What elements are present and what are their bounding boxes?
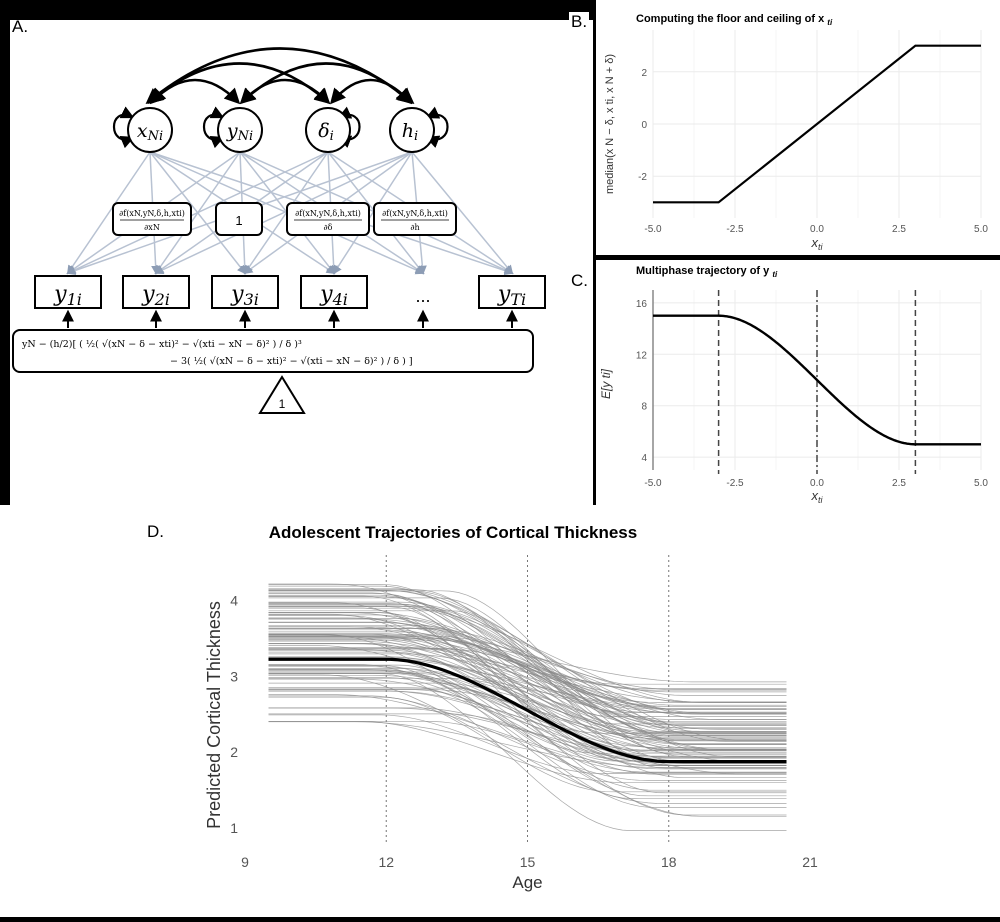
y-tick-label: 0 <box>641 120 647 131</box>
y-tick-label: 12 <box>635 350 647 362</box>
svg-text:xNi: xNi <box>136 120 164 144</box>
x-tick-label: 21 <box>802 854 818 870</box>
y-tick-labels <box>636 299 648 464</box>
observed-label-sub: Ti <box>510 290 527 309</box>
x-tick-label: -2.5 <box>726 478 744 489</box>
x-tick-label: 5.0 <box>974 224 988 235</box>
svg-text:yNi: yNi <box>226 120 254 144</box>
svg-text:1: 1 <box>278 397 286 411</box>
chart-d-ylabel: Predicted Cortical Thickness <box>204 601 224 829</box>
observed-ellipsis: ... <box>415 286 431 306</box>
x-tick-label: 0.0 <box>810 478 824 489</box>
svg-text:∂f(xN,yN,δ,h,xti): ∂f(xN,yN,δ,h,xti) <box>382 209 448 218</box>
x-tick-label: 2.5 <box>892 224 906 235</box>
panel-a <box>10 17 593 505</box>
chart-d-xlabel: Age <box>512 873 543 892</box>
svg-text:− 3( ½( √(xN − δ − xti)² − √(x: − 3( ½( √(xN − δ − xti)² − √(xti − xN − δ)² ) / δ ) ] <box>170 356 413 367</box>
observed-label-base: y <box>320 282 333 307</box>
chart-c-ylabel: E[y ti] <box>599 368 613 400</box>
svg-text:∂xN: ∂xN <box>144 223 160 232</box>
observed-label-sub: 4i <box>332 290 348 309</box>
path-diagram <box>10 20 593 505</box>
y-tick-label: 3 <box>230 668 238 685</box>
chart-c-title: Multiphase trajectory of y $_{ti}$ <box>636 265 778 279</box>
observed-box-5 <box>415 286 430 328</box>
y-tick-label: 2 <box>641 67 647 79</box>
equation-box <box>13 330 533 372</box>
derivative-box-delta <box>287 203 369 235</box>
x-tick-label: -5.0 <box>644 224 662 235</box>
constant-box <box>216 203 262 235</box>
chart-c-xlabel: $x_{ti}$ <box>811 488 823 505</box>
panel-a-label: A. <box>12 17 29 36</box>
panel-d-label: D. <box>147 522 164 541</box>
x-tick-label: 18 <box>660 854 677 870</box>
panel-b-label: B. <box>571 12 588 31</box>
chart-b-title: Computing the floor and ceiling of x $_{ti}$ <box>636 13 833 27</box>
derivative-box-h <box>374 203 456 235</box>
derivative-box-x <box>113 203 191 235</box>
x-tick-label: 0.0 <box>810 224 824 235</box>
svg-text:∂f(xN,yN,δ,h,xti): ∂f(xN,yN,δ,h,xti) <box>295 209 361 218</box>
latent-node-delta <box>306 108 350 152</box>
observed-box-1 <box>35 276 101 328</box>
y-tick-label: 1 <box>230 819 238 836</box>
svg-text:1: 1 <box>235 213 243 228</box>
observed-label-base: y <box>497 282 511 307</box>
observed-variables <box>35 276 545 328</box>
individual-trajectory <box>269 675 787 804</box>
svg-text:∂δ: ∂δ <box>323 223 333 232</box>
x-tick-label: 15 <box>519 854 536 870</box>
observed-box-2 <box>123 276 189 328</box>
observed-label-base: y <box>231 282 244 307</box>
y-tick-label: 4 <box>230 592 238 609</box>
x-tick-label: 12 <box>378 854 395 870</box>
x-tick-label: 2.5 <box>892 478 906 489</box>
chart-b <box>596 0 1000 255</box>
y-tick-label: -2 <box>638 172 647 184</box>
observed-box-6 <box>479 276 545 328</box>
observed-label-sub: 3i <box>243 290 259 309</box>
covariance-arcs <box>148 49 412 103</box>
svg-text:yN − (h/2)[ ( ½( √(xN − δ − xt: yN − (h/2)[ ( ½( √(xN − δ − xti)² − √(xti − xN − δ)² ) / δ )³ <box>22 339 302 350</box>
x-tick-label: 5.0 <box>974 478 988 489</box>
observed-label-base: y <box>54 282 67 307</box>
svg-text:∂h: ∂h <box>410 223 420 232</box>
svg-text:δi: δi <box>318 120 334 144</box>
svg-text:∂f(xN,yN,δ,h,xti): ∂f(xN,yN,δ,h,xti) <box>119 209 185 218</box>
latent-node-x <box>128 108 172 152</box>
y-tick-label: 2 <box>230 744 238 761</box>
panel-c <box>571 260 1000 505</box>
chart-b-xlabel: $x_{ti}$ <box>811 235 823 252</box>
chart-d <box>0 505 1000 917</box>
x-tick-labels <box>241 854 818 870</box>
observed-label-base: y <box>142 282 155 307</box>
y-tick-labels <box>638 68 647 183</box>
x-tick-labels <box>644 224 988 235</box>
observed-label-sub: 2i <box>154 290 170 309</box>
panel-b <box>571 0 1000 255</box>
panel-d <box>0 505 1000 917</box>
y-tick-label: 4 <box>641 453 647 465</box>
observed-label-sub: 1i <box>66 290 82 309</box>
svg-text:hi: hi <box>401 120 419 144</box>
intercept-triangle <box>260 377 304 413</box>
y-tick-label: 8 <box>641 401 647 413</box>
x-tick-label: -2.5 <box>726 224 744 235</box>
chart-d-title: Adolescent Trajectories of Cortical Thickness <box>268 523 638 542</box>
latent-node-h <box>390 108 434 152</box>
x-tick-label: 9 <box>241 854 249 870</box>
chart-b-ylabel: median(x N − δ, x ti, x N + δ) <box>604 53 616 195</box>
x-tick-label: -5.0 <box>644 478 662 489</box>
y-tick-labels <box>230 593 238 836</box>
observed-box-4 <box>301 276 367 328</box>
panel-c-label: C. <box>571 271 588 290</box>
chart-c <box>596 260 1000 505</box>
y-tick-label: 16 <box>635 298 647 310</box>
observed-box-3 <box>212 276 278 328</box>
latent-node-y <box>218 108 262 152</box>
